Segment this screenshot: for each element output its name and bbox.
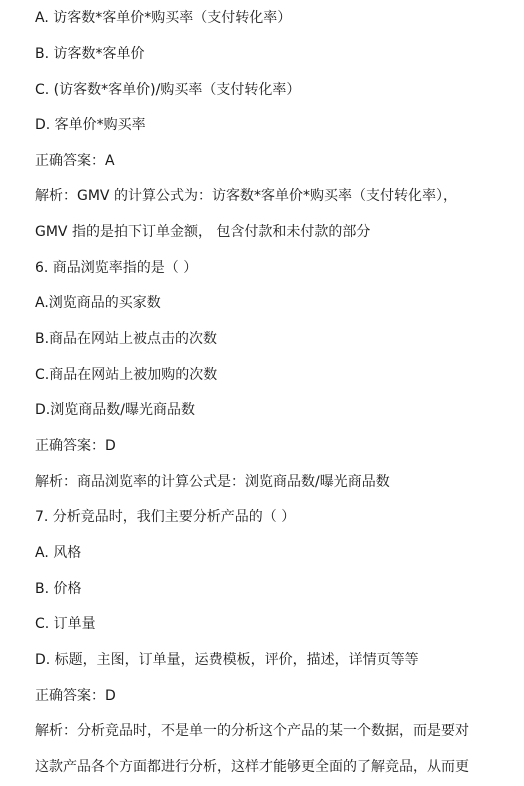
q6-explanation: 解析：商品浏览率的计算公式是：浏览商品数/曝光商品数 (35, 474, 390, 490)
q7-option-c: C. 订单量 (35, 616, 96, 632)
q7-option-b: B. 价格 (35, 581, 82, 597)
q5-explanation-2: GMV 指的是拍下订单金额， 包含付款和未付款的部分 (35, 224, 371, 240)
q6-answer: 正确答案：D (35, 438, 116, 454)
q5-answer: 正确答案：A (35, 153, 115, 169)
q7-answer: 正确答案：D (35, 688, 116, 704)
q5-option-d: D. 客单价*购买率 (35, 117, 146, 133)
q5-option-c: C. (访客数*客单价)/购买率（支付转化率） (35, 82, 301, 98)
q5-option-b: B. 访客数*客单价 (35, 46, 145, 62)
q5-explanation: 解析：GMV 的计算公式为：访客数*客单价*购买率（支付转化率）， (35, 188, 457, 204)
q6-option-b: B.商品在网站上被点击的次数 (35, 331, 218, 347)
q5-option-a: A. 访客数*客单价*购买率（支付转化率） (35, 10, 292, 26)
q7-question: 7. 分析竞品时，我们主要分析产品的（ ） (35, 509, 296, 525)
q7-option-a: A. 风格 (35, 545, 82, 561)
q6-option-c: C.商品在网站上被加购的次数 (35, 367, 218, 383)
q6-question: 6. 商品浏览率指的是（ ） (35, 260, 198, 276)
q6-option-a: A.浏览商品的买家数 (35, 295, 161, 311)
q7-explanation-2: 这款产品各个方面都进行分析，这样才能够更全面的了解竞品，从而更 (35, 759, 469, 775)
q7-option-d: D. 标题，主图，订单量，运费模板，评价，描述，详情页等等 (35, 652, 419, 668)
q7-explanation: 解析：分析竞品时，不是单一的分析这个产品的某一个数据，而是要对 (35, 723, 469, 739)
q6-option-d: D.浏览商品数/曝光商品数 (35, 402, 195, 418)
